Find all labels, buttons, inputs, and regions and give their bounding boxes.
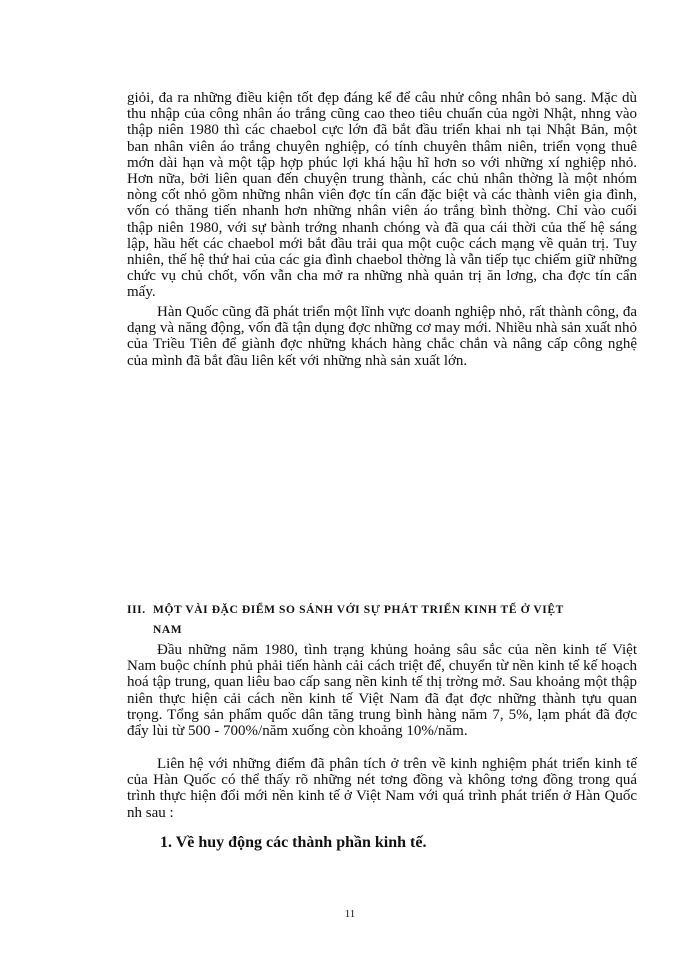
section-heading xyxy=(127,600,637,640)
paragraph-comparison: Liên hệ với những điểm đã phân tích ở trên về kinh nghiệm phát triển kinh tế của Hàn Quốc có thể thấy rõ những nét tơng đồng và không tơng đồng trong quá trình thực hiện đổi mới nền kinh tế ở Việt Nam với quá trình phát triển ở Hàn Quốc nh sau : xyxy=(127,756,637,821)
paragraph-chaebol-management: giỏi, đa ra những điều kiện tốt đẹp đáng kể để câu nhử công nhân bỏ sang. Mặc dù thu nhập của công nhân áo trắng cũng cao theo tiêu chuẩn của ngời Nhật, nhng vào thập niên 1980 thì các chaebol cực lớn đã bắt đầu triển khai nh tại Nhật Bản, một ban nhân viên áo trắng chuyên nghiệp, có tính chuyên thâm niên, triển vọng thuê mớn dài hạn và một tập hợp phúc lợi khá hậu hĩ hơn so với những xí nghiệp nhỏ. Hơn nữa, bởi liên quan đến chuyện trung thành, các chủ nhân thờng là một nhóm nòng cốt nhỏ gồm những nhân viên đợc tín cẩn đặc biệt và các thành viên gia đình, vốn có thăng tiến nhanh hơn những nhân viên áo trắng bình thờng. Chỉ vào cuối thập niên 1980, với sự bành trớng nhanh chóng và đã qua cái thời của thế hệ sáng lập, hầu hết các chaebol mới bắt đầu trải qua một cuộc cách mạng về quản trị. Tuy nhiên, thế hệ thứ hai của các gia đình chaebol thờng là vẫn tiếp tục chiếm giữ những chức vụ chủ chốt, vốn vẫn cha mở ra những nhà quản trị ăn lơng, cha đợc tín cẩn mấy. xyxy=(127,90,637,301)
subheading-economic-sectors: 1. Về huy động các thành phần kinh tế. xyxy=(160,834,427,851)
paragraph-vietnam-reform: Đầu những năm 1980, tình trạng khủng hoảng sâu sắc của nền kinh tế Việt Nam buộc chính phủ phải tiến hành cải cách triệt để, chuyển từ nền kinh tế kế hoạch hoá tập trung, quan liêu bao cấp sang nền kinh tế thị trờng mở. Sau khoảng một thập niên thực hiện cải cách nền kinh tế Việt Nam đã đạt đợc những thành tựu quan trọng. Tổng sản phẩm quốc dân tăng trung bình hàng năm 7, 5%, lạm phát đã đợc đẩy lùi từ 500 - 700%/năm xuống còn khoảng 10%/năm. xyxy=(127,642,637,740)
page-number: 11 xyxy=(344,908,356,920)
paragraph-small-business: Hàn Quốc cũng đã phát triển một lĩnh vực doanh nghiệp nhỏ, rất thành công, đa dạng và năng động, vốn đã tận dụng đợc những cơ may mới. Nhiều nhà sản xuất nhỏ của Triều Tiên để giành đợc những khách hàng chắc chắn và nâng cấp công nghệ của mình đã bắt đầu liên kết với những nhà sản xuất lớn. xyxy=(127,304,637,369)
section-title-line1: MỘT VÀI ĐẶC ĐIỂM SO SÁNH VỚI SỰ PHÁT TRIỂN KINH TẾ Ở VIỆT xyxy=(153,604,564,616)
section-number: III. xyxy=(127,604,146,616)
section-title-line2: NAM xyxy=(153,624,183,636)
